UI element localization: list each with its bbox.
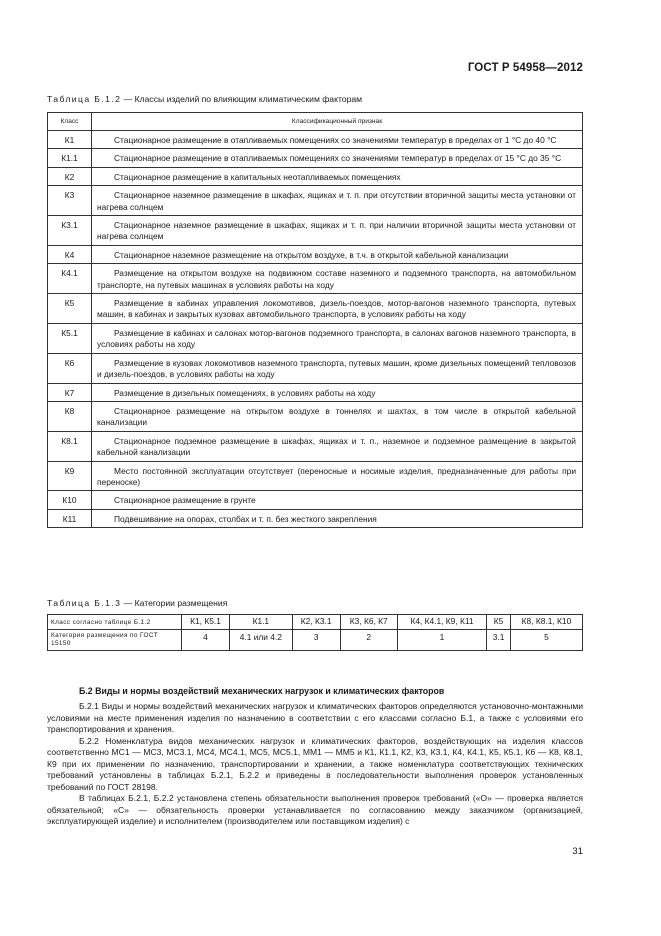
class-code-cell: К6 <box>48 353 92 383</box>
class-feature-text: Стационарное размещение в грунте <box>114 495 256 506</box>
class-code-cell: К4.1 <box>48 264 92 294</box>
table-row <box>48 491 583 509</box>
placement-categories-table <box>47 614 583 651</box>
class-code-cell: К9 <box>48 461 92 491</box>
class-feature-text: Размещение в кузовах локомотивов наземного транспорта, путевых машин, кроме дизельных помещений тепловозов и дизель-поездов, в условиях работы на ходу <box>97 357 576 380</box>
class-feature-cell <box>92 323 583 353</box>
class-feature-cell <box>92 491 583 509</box>
table-b12-caption <box>47 94 362 104</box>
table-row <box>48 294 583 324</box>
row-header-categories: Категория размещения по ГОСТ 15150 <box>48 629 182 650</box>
page-number: 31 <box>572 846 583 857</box>
class-feature-cell <box>92 353 583 383</box>
category-cell: 4.1 или 4.2 <box>230 629 293 650</box>
class-feature-cell <box>92 294 583 324</box>
class-feature-cell <box>92 216 583 246</box>
section-body <box>47 701 583 828</box>
table-row <box>48 264 583 294</box>
class-code-cell: К8 <box>48 401 92 431</box>
class-group-cell: К3, К6, К7 <box>340 615 397 630</box>
table-row <box>48 186 583 216</box>
class-feature-cell <box>92 383 583 401</box>
class-code-cell: К3.1 <box>48 216 92 246</box>
class-group-cell: К1.1 <box>230 615 293 630</box>
paragraph: Б.2.2 Номенклатура видов механических нагрузок и климатических факторов, воздействующих на изделия классов соответственно МС1 — МС3, МС3.1, МС4, МС4.1, МС5, МС5.1, ММ1 — ММ5 и К1, К1.1, К2, К3, К3.1, К4, К4.1, К5, К5.1, К6 — К8, К8.1, К9 при их применении по назначению, транспортировании и хранении, а также номенклатура соответствующих технических требований установлены в таблицах Б.2.1, Б.2.2 и приведены в последовательности выполнения проверок установленных требований по ГОСТ 28198. <box>47 735 583 792</box>
class-feature-text: Размещение в кабинах управления локомотивов, дизель-поездов, мотор-вагонов наземного транспорта, путевых машин, в кабинах и закрытых кузовах автомобильного транспорта, в условиях работы на ходу <box>97 298 576 320</box>
class-group-cell: К4, К4.1, К9, К11 <box>397 615 486 630</box>
class-feature-cell <box>92 264 583 294</box>
class-feature-cell <box>92 186 583 216</box>
climate-classes-body <box>48 131 583 528</box>
category-cell: 1 <box>397 629 486 650</box>
class-code-cell: К4 <box>48 245 92 263</box>
class-feature-text: Стационарное размещение в капитальных неотапливаемых помещениях <box>114 171 401 182</box>
class-feature-text: Размещение в кабинах и салонах мотор-вагонов подземного транспорта, в салонах вагонов наземного транспорта, в условиях работы на ходу <box>97 327 576 350</box>
table-row <box>48 216 583 246</box>
class-feature-text: Стационарное размещение в отапливаемых помещениях со значениями температур в пределах от 1 °С до 40 °С <box>114 135 557 145</box>
table-row <box>48 167 583 185</box>
class-feature-cell <box>92 431 583 461</box>
class-code-cell: К10 <box>48 491 92 509</box>
paragraph: В таблицах Б.2.1, Б.2.2 установлена степень обязательности выполнения проверок требований («О» — проверка является обязательной; «С» — обязательность проверки устанавливается по согласованию между заказчиком (организацией, эксплуатирующей изделие) и исполнителем (производителем или поставщиком изделия) с <box>47 793 583 826</box>
class-feature-cell <box>92 167 583 185</box>
table-row <box>48 131 583 149</box>
column-header-feature: Классификационный признак <box>92 113 583 131</box>
class-feature-text: Стационарное наземное размещение в шкафах, ящиках и т. п. при наличии вторичной защиты места установки от нагрева солнцем <box>97 220 576 242</box>
table-row <box>48 323 583 353</box>
class-feature-text: Стационарное наземное размещение на открытом воздухе, в т.ч. в открытой кабельной канализации <box>114 249 509 260</box>
table-header-row <box>48 113 583 131</box>
table-row <box>48 509 583 527</box>
table-row <box>48 431 583 461</box>
class-code-cell: К1 <box>48 131 92 149</box>
standard-designation: ГОСТ Р 54958—2012 <box>467 62 583 74</box>
table-row-classes <box>48 615 583 630</box>
table-row <box>48 461 583 491</box>
class-code-cell: К5.1 <box>48 323 92 353</box>
class-group-cell: К1, К5.1 <box>182 615 230 630</box>
paragraph: Б.2.1 Виды и нормы воздействий механических нагрузок и климатических факторов определяются установочно-монтажными условиями на месте применения изделия по назначению в соответствии с его классами согласно Б.1, а также с условиями его транспортирования и хранения. <box>47 701 583 734</box>
class-feature-cell <box>92 149 583 167</box>
class-feature-text: Подвешивание на опорах, столбах и т. п. без жесткого закрепления <box>114 513 377 524</box>
class-feature-text: Стационарное наземное размещение в шкафах, ящиках и т. п. при отсутствии вторичной защиты места установки от нагрева солнцем <box>97 190 576 212</box>
class-group-cell: К8, К8.1, К10 <box>510 615 582 630</box>
class-feature-text: Стационарное размещение в отапливаемых помещениях со значениями температур в пределах от 15 °С до 35 °С <box>114 153 562 164</box>
table-row <box>48 383 583 401</box>
class-feature-text: Место постоянной эксплуатации отсутствует (переносные и носимые изделия, предназначенные для работы при переноске) <box>97 465 576 487</box>
class-feature-text: Стационарное подземное размещение в шкафах, ящиках и т. п., наземное и подземное размещение в закрытой кабельной канализации <box>97 435 576 458</box>
table-b13-caption-label: Таблица Б.1.3 <box>47 598 122 608</box>
class-feature-text: Размещение в дизельных помещениях, в условиях работы на ходу <box>114 387 376 398</box>
class-code-cell: К5 <box>48 294 92 324</box>
table-row <box>48 401 583 431</box>
table-row-categories <box>48 629 583 650</box>
table-b13-caption <box>47 598 227 608</box>
class-feature-cell <box>92 131 583 149</box>
section-title: Б.2 Виды и нормы воздействий механических нагрузок и климатических факторов <box>79 686 445 696</box>
class-feature-cell <box>92 401 583 431</box>
class-feature-text: Размещение на открытом воздухе на подвижном составе наземного и подземного транспорта, на автомобильном транспорте, на путевых машинах в условиях работы на ходу <box>97 268 576 290</box>
class-code-cell: К2 <box>48 167 92 185</box>
table-b12-caption-text: — Классы изделий по влияющим климатическим факторам <box>121 94 363 104</box>
class-feature-cell <box>92 509 583 527</box>
class-feature-cell <box>92 245 583 263</box>
class-code-cell: К3 <box>48 186 92 216</box>
category-cell: 3.1 <box>487 629 511 650</box>
category-cell: 3 <box>292 629 340 650</box>
table-b12-caption-label: Таблица Б.1.2 <box>47 94 122 104</box>
class-code-cell: К7 <box>48 383 92 401</box>
class-feature-text: Стационарное размещение на открытом воздухе в тоннелях и шахтах, в том числе в открытой кабельной канализации <box>97 405 576 428</box>
class-group-cell: К5 <box>487 615 511 630</box>
table-row <box>48 149 583 167</box>
category-cell: 5 <box>510 629 582 650</box>
class-code-cell: К11 <box>48 509 92 527</box>
table-b13-caption-text: — Категории размещения <box>121 598 228 608</box>
category-cell: 4 <box>182 629 230 650</box>
row-header-classes: Класс согласно таблице Б.1.2 <box>48 615 182 630</box>
climate-classes-table <box>47 112 583 528</box>
table-row <box>48 245 583 263</box>
category-cell: 2 <box>340 629 397 650</box>
column-header-class: Класс <box>48 113 92 131</box>
class-code-cell: К8.1 <box>48 431 92 461</box>
class-code-cell: К1.1 <box>48 149 92 167</box>
class-group-cell: К2, К3.1 <box>292 615 340 630</box>
class-feature-cell <box>92 461 583 491</box>
table-row <box>48 353 583 383</box>
